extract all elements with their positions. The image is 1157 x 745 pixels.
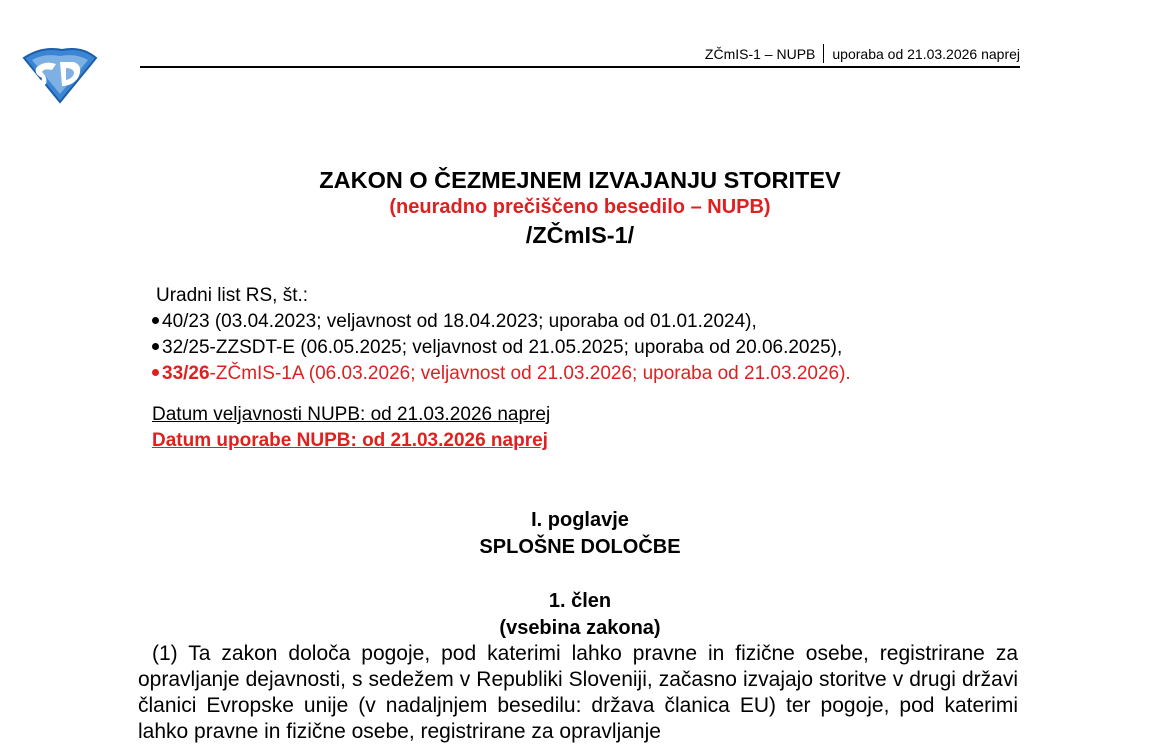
gazette-details: -ZČmIS-1A (06.03.2026; veljavnost od 21.03.2026; uporaba od 21.03.2026). bbox=[209, 363, 851, 384]
header-short-title: ZČmIS-1 – NUPB bbox=[704, 46, 816, 62]
gazette-number: 33/26 bbox=[162, 363, 210, 384]
document-subtitle: (neuradno prečiščeno besedilo – NUPB) bbox=[389, 196, 771, 218]
bullet-icon bbox=[152, 317, 159, 324]
document-title: ZAKON O ČEZMEJNEM IZVAJANJU STORITEV bbox=[319, 167, 841, 193]
nupb-dates bbox=[152, 402, 550, 454]
document-abbreviation: /ZČmIS-1/ bbox=[525, 222, 635, 248]
article-number: 1. člen bbox=[548, 590, 612, 612]
gazette-number: 40/23 bbox=[162, 311, 210, 332]
gazette-entry bbox=[152, 335, 851, 361]
gazette-details: -ZZSDT-E (06.05.2025; veljavnost od 21.05.2025; uporaba od 20.06.2025), bbox=[209, 337, 843, 358]
chapter-number: I. poglavje bbox=[531, 509, 629, 531]
gazette-label: Uradni list RS, št.: bbox=[156, 285, 309, 306]
gazette-number: 32/25 bbox=[162, 337, 210, 358]
sd-shield-logo-icon bbox=[22, 44, 98, 106]
article-title: (vsebina zakona) bbox=[499, 617, 661, 639]
gazette-entry-latest bbox=[152, 361, 851, 387]
bullet-icon bbox=[152, 369, 159, 376]
chapter-title: SPLOŠNE DOLOČBE bbox=[479, 536, 681, 558]
article-paragraph: (1) Ta zakon določa pogoje, pod katerimi lahko pravne in fizične osebe, registrirane za opravljanje dejavnosti, s sedežem v Republiki Sloveniji, začasno izvajajo storitve v drugi državi članici Evropske unije (v nadaljnjem besedilu: država članica EU) ter pogoje, pod katerimi lahko pravne in fizične osebe, registrirane za opravljanje bbox=[138, 642, 1018, 743]
gazette-details: (03.04.2023; veljavnost od 18.04.2023; uporaba od 01.01.2024), bbox=[209, 311, 757, 332]
application-date: Datum uporabe NUPB: od 21.03.2026 naprej bbox=[152, 430, 548, 451]
gazette-references bbox=[152, 283, 851, 387]
validity-date: Datum veljavnosti NUPB: od 21.03.2026 naprej bbox=[152, 404, 551, 425]
chapter-heading bbox=[140, 507, 1020, 561]
header-separator bbox=[823, 44, 824, 63]
gazette-entry bbox=[152, 309, 851, 335]
page-header bbox=[140, 44, 1020, 68]
document-title-block bbox=[140, 166, 1020, 251]
header-usage-note: uporaba od 21.03.2026 naprej bbox=[832, 46, 1020, 62]
bullet-icon bbox=[152, 343, 159, 350]
article-heading bbox=[140, 588, 1020, 642]
